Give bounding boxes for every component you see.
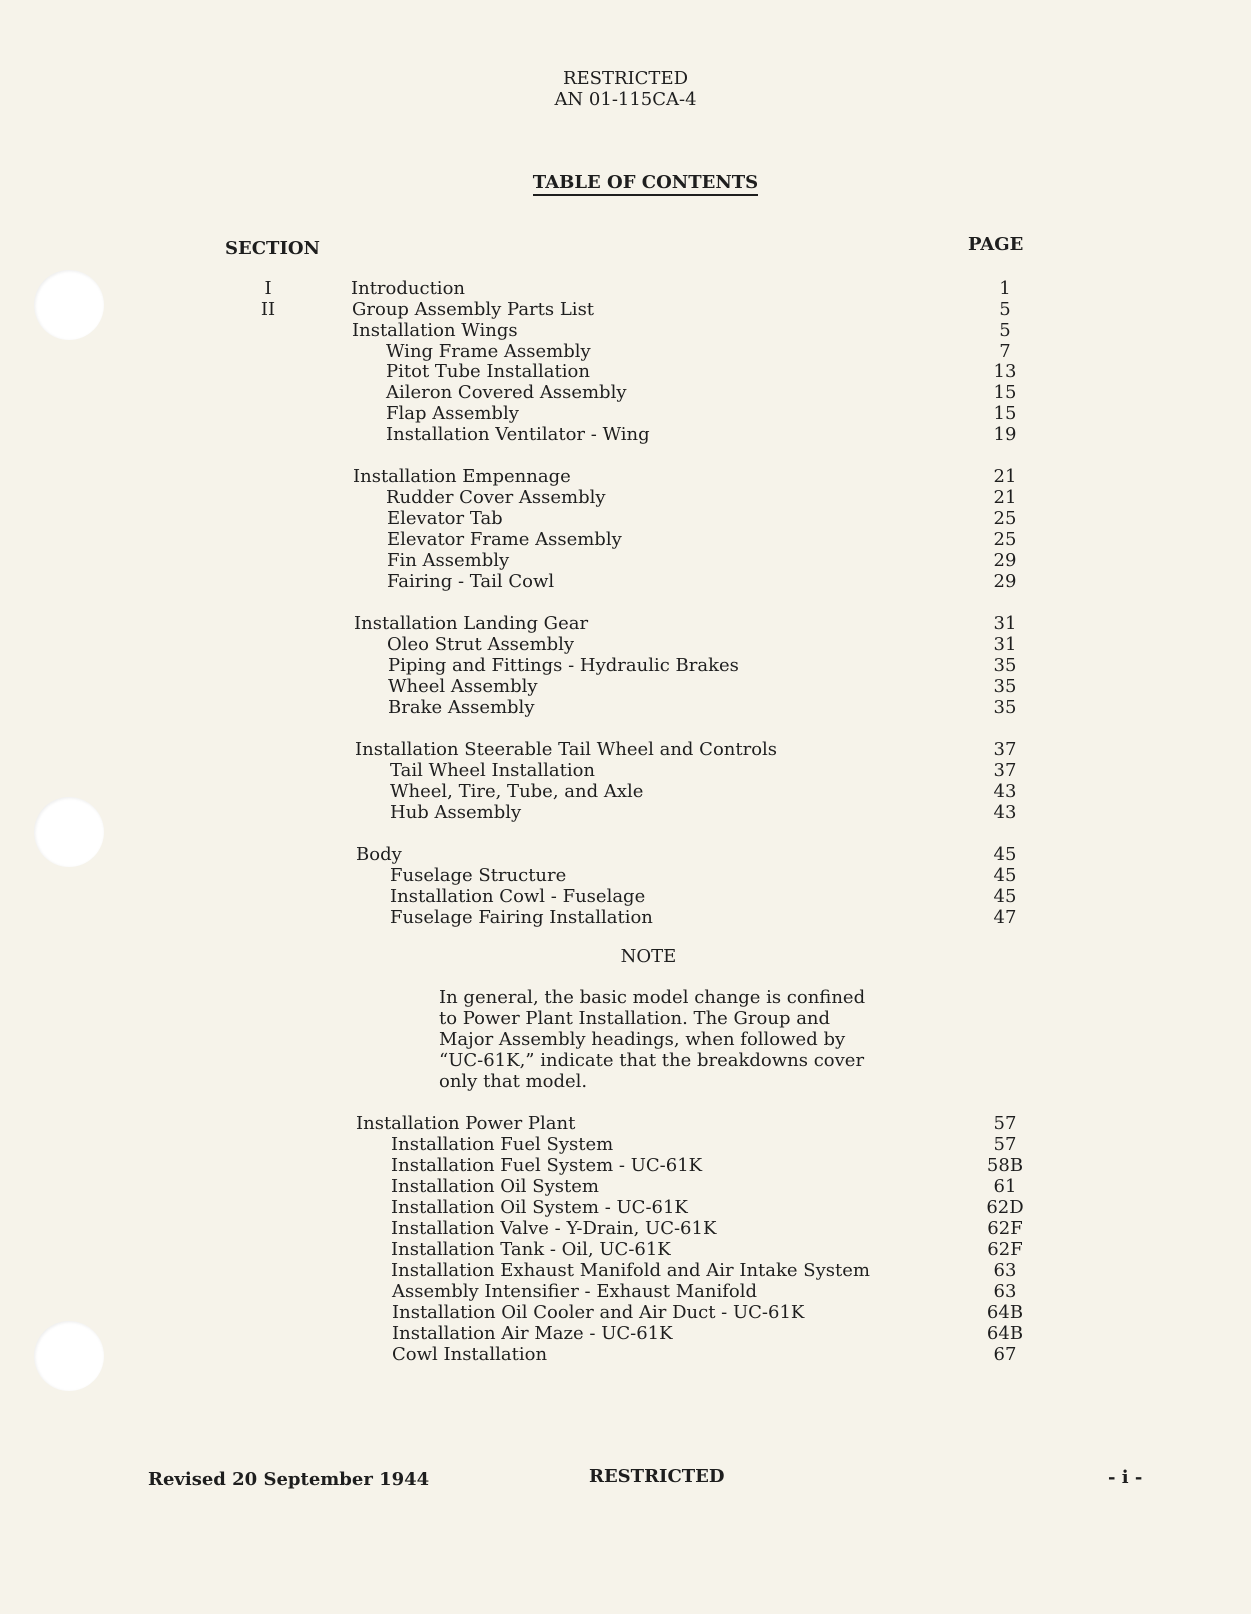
toc-entry-page: 58B [986,1155,1024,1176]
toc-entry-title: Installation Fuel System [391,1134,614,1155]
toc-entry-title: Piping and Fittings - Hydraulic Brakes [388,655,739,676]
toc-entry-page: 57 [993,1113,1017,1134]
toc-entry-title: Tail Wheel Installation [390,760,596,781]
toc-entry [0,655,1251,676]
toc-entry-page: 64B [986,1302,1024,1323]
toc-entry [0,1113,1251,1134]
toc-entry-page: 62F [987,1239,1023,1260]
toc-entry-page: 64B [986,1323,1024,1344]
page-column-header: PAGE [968,234,1024,255]
toc-entry-page: 62D [986,1197,1024,1218]
toc-entry-page: 21 [993,487,1017,508]
toc-entry-title: Aileron Covered Assembly [386,382,627,403]
toc-entry [0,1302,1251,1323]
footer-page-number: - i - [1108,1467,1143,1488]
toc-entry [0,907,1251,928]
section-column-header: SECTION [225,238,320,259]
toc-entry [0,1239,1251,1260]
toc-entry-page: 15 [993,403,1017,424]
toc-entry [0,361,1251,382]
toc-entry-page: 37 [993,760,1017,781]
toc-entry [0,1197,1251,1218]
toc-entry [0,571,1251,592]
toc-entry [0,320,1251,341]
toc-entry-page: 63 [993,1281,1017,1302]
toc-entry-page: 62F [987,1218,1023,1239]
toc-entry [0,550,1251,571]
toc-entry [0,487,1251,508]
toc-entry-page: 63 [993,1260,1017,1281]
footer-classification: RESTRICTED [589,1466,725,1487]
toc-entry-title: Installation Power Plant [356,1113,576,1134]
toc-entry [0,382,1251,403]
toc-entry-page: 35 [993,697,1017,718]
toc-entry [0,278,1251,299]
toc-entry-page: 37 [993,739,1017,760]
toc-entry-title: Wheel Assembly [388,676,538,697]
toc-entry-title: Installation Wings [352,320,518,341]
toc-entry-title: Wing Frame Assembly [386,341,591,362]
note-body: In general, the basic model change is confined to Power Plant Installation. The Group and Major Assembly headings, when followed by “UC-61K,” indicate that the breakdowns cover only that model. [439,987,866,1092]
toc-entry [0,781,1251,802]
toc-entry-page: 7 [999,341,1011,362]
toc-entry-page: 15 [993,382,1017,403]
toc-entry [0,865,1251,886]
toc-entry-page: 35 [993,655,1017,676]
toc-entry-page: 45 [993,865,1017,886]
toc-entry-title: Body [356,844,402,865]
document-number: AN 01-115CA-4 [554,89,697,110]
toc-entry [0,466,1251,487]
toc-entry [0,760,1251,781]
toc-entry-page: 43 [993,802,1017,823]
toc-entry-title: Installation Oil Cooler and Air Duct - UC-61K [392,1302,805,1323]
toc-entry-title: Introduction [351,278,465,299]
footer-revised-date: Revised 20 September 1944 [148,1469,430,1490]
toc-entry [0,886,1251,907]
toc-entry [0,697,1251,718]
toc-entry [0,634,1251,655]
header-classification: RESTRICTED [562,68,689,89]
toc-entry-title: Fuselage Structure [390,865,567,886]
toc-entry-title: Installation Steerable Tail Wheel and Controls [355,739,778,760]
toc-entry-page: 45 [993,886,1017,907]
toc-entry [0,1218,1251,1239]
toc-entry-title: Flap Assembly [386,403,519,424]
toc-entry-title: Fairing - Tail Cowl [387,571,555,592]
toc-entry-title: Installation Fuel System - UC-61K [391,1155,703,1176]
toc-entry-title: Installation Empennage [353,466,571,487]
toc-entry-title: Installation Valve - Y-Drain, UC-61K [391,1218,717,1239]
toc-entry [0,1323,1251,1344]
toc-entry-page: 57 [993,1134,1017,1155]
toc-entry [0,844,1251,865]
page-title [0,172,1251,193]
toc-entry-title: Installation Oil System [391,1176,599,1197]
toc-entry [0,341,1251,362]
toc-entry-title: Rudder Cover Assembly [386,487,606,508]
toc-entry-page: 1 [999,278,1011,299]
toc-entry-page: 19 [993,424,1017,445]
toc-entry-page: 35 [993,676,1017,697]
toc-entry [0,424,1251,445]
toc-entry-page: 5 [999,299,1011,320]
toc-entry-title: Elevator Frame Assembly [387,529,622,550]
toc-entry-page: 43 [993,781,1017,802]
toc-entry-page: 67 [993,1344,1017,1365]
toc-entry-page: 25 [993,529,1017,550]
toc-entry-page: 31 [993,634,1017,655]
toc-entry-page: 61 [993,1176,1017,1197]
toc-entry [0,613,1251,634]
page-title-text: TABLE OF CONTENTS [533,172,758,196]
toc-entry-title: Fuselage Fairing Installation [390,907,653,928]
toc-entry [0,1260,1251,1281]
toc-entry-page: 21 [993,466,1017,487]
toc-entry-title: Brake Assembly [388,697,535,718]
toc-entry-title: Installation Exhaust Manifold and Air Intake System [391,1260,870,1281]
toc-entry [0,676,1251,697]
toc-entry-title: Installation Oil System - UC-61K [391,1197,688,1218]
toc-entry-title: Installation Tank - Oil, UC-61K [391,1239,671,1260]
toc-entry [0,1176,1251,1197]
toc-entry [0,403,1251,424]
toc-entry-page: 13 [993,361,1017,382]
toc-entry-title: Installation Air Maze - UC-61K [392,1323,673,1344]
toc-entry-title: Fin Assembly [387,550,510,571]
toc-entry-title: Elevator Tab [387,508,503,529]
toc-entry-page: 25 [993,508,1017,529]
toc-entry-page: 29 [993,550,1017,571]
toc-entry-title: Oleo Strut Assembly [387,634,575,655]
toc-entry-section: II [260,299,276,320]
toc-entry-title: Assembly Intensifier - Exhaust Manifold [392,1281,758,1302]
toc-entry-title: Group Assembly Parts List [352,299,595,320]
toc-entry-page: 45 [993,844,1017,865]
toc-entry-page: 47 [993,907,1017,928]
toc-entry-section: I [264,278,272,299]
toc-entry [0,802,1251,823]
toc-entry-title: Pitot Tube Installation [386,361,590,382]
toc-entry-page: 31 [993,613,1017,634]
toc-entry [0,1344,1251,1365]
toc-entry [0,508,1251,529]
toc-entry-title: Wheel, Tire, Tube, and Axle [390,781,644,802]
toc-entry-page: 29 [993,571,1017,592]
toc-entry-title: Installation Cowl - Fuselage [390,886,646,907]
note-title: NOTE [620,946,677,967]
toc-entry-title: Cowl Installation [392,1344,548,1365]
toc-entry [0,739,1251,760]
toc-entry-page: 5 [999,320,1011,341]
toc-entry [0,1134,1251,1155]
toc-entry [0,529,1251,550]
toc-entry [0,1155,1251,1176]
toc-entry [0,1281,1251,1302]
toc-entry-title: Installation Landing Gear [354,613,589,634]
toc-entry [0,299,1251,320]
toc-entry-title: Installation Ventilator - Wing [386,424,650,445]
toc-entry-title: Hub Assembly [390,802,522,823]
